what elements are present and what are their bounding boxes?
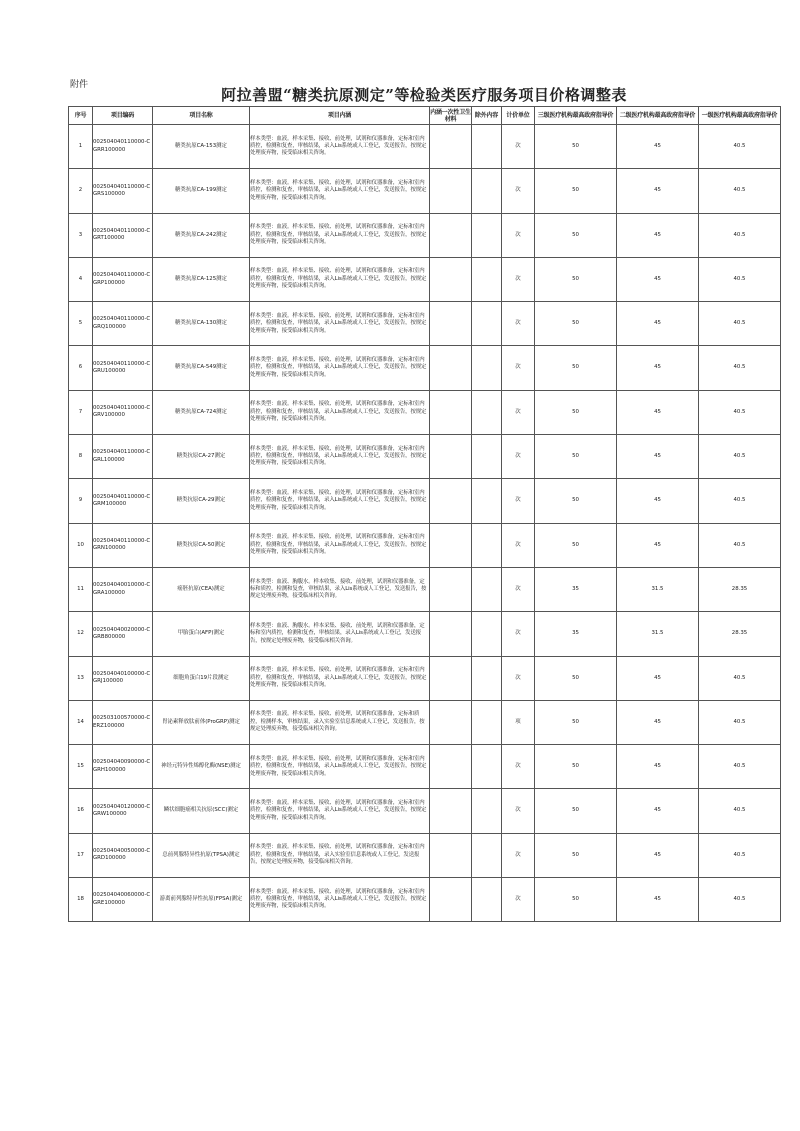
row-exclusion	[472, 169, 502, 213]
row-unit: 次	[502, 567, 535, 611]
row-name: 糖类抗原CA-549测定	[153, 346, 250, 390]
row-code: 002504040110000-CGRL100000	[93, 435, 153, 479]
row-seq: 1	[69, 125, 93, 169]
row-grade3-price: 50	[535, 745, 617, 789]
header-grade3-price: 三级医疗机构最高政府指导价	[535, 107, 617, 125]
row-exclusion	[472, 612, 502, 656]
row-seq: 12	[69, 612, 93, 656]
row-grade2-price: 45	[617, 700, 699, 744]
row-material	[430, 302, 472, 346]
row-unit: 次	[502, 435, 535, 479]
row-seq: 16	[69, 789, 93, 833]
row-exclusion	[472, 745, 502, 789]
row-grade2-price: 45	[617, 390, 699, 434]
row-name: 癌胚抗原(CEA)测定	[153, 567, 250, 611]
row-content: 样本类型：血液。样本采集、接收、前处理，试剂和仪器准备，定标和室内质控，检测和复查，审核结果，录入Lis系统或人工登记，发送报告，按规定处理废弃物，接受临床相关咨询。	[250, 346, 430, 390]
row-grade3-price: 35	[535, 612, 617, 656]
row-unit: 次	[502, 789, 535, 833]
row-code: 002504040050000-CGRD100000	[93, 833, 153, 877]
row-grade3-price: 50	[535, 479, 617, 523]
row-grade3-price: 50	[535, 125, 617, 169]
row-grade1-price: 28.35	[699, 567, 781, 611]
row-grade3-price: 50	[535, 435, 617, 479]
row-unit: 次	[502, 523, 535, 567]
row-code: 002504040100000-CGRJ100000	[93, 656, 153, 700]
table-row	[69, 390, 781, 434]
row-seq: 11	[69, 567, 93, 611]
row-unit: 次	[502, 612, 535, 656]
row-content: 样本类型：血液。样本采集、接收、前处理，试剂和仪器准备，定标和室内质控，检测和复查，审核结果，录入Lis系统或人工登记，发送报告，按规定处理废弃物，接受临床相关咨询。	[250, 213, 430, 257]
header-grade1-price: 一级医疗机构最高政府指导价	[699, 107, 781, 125]
row-exclusion	[472, 523, 502, 567]
row-name: 糖类抗原CA-27测定	[153, 435, 250, 479]
header-seq: 序号	[69, 107, 93, 125]
row-grade3-price: 50	[535, 302, 617, 346]
row-grade2-price: 45	[617, 656, 699, 700]
row-exclusion	[472, 257, 502, 301]
row-exclusion	[472, 700, 502, 744]
row-grade2-price: 45	[617, 125, 699, 169]
row-name: 鳞状细胞癌相关抗原(SCC)测定	[153, 789, 250, 833]
row-content: 样本类型：血液、胸腹水。样本采集、接收、前处理，试剂和仪器准备，定标和室内质控，检测和复查，审核结果，录入Lis系统或人工登记，发送报告，按规定处理废弃物，接受临床相关咨询。	[250, 612, 430, 656]
row-code: 002504040020000-CGRB800000	[93, 612, 153, 656]
row-name: 糖类抗原CA-50测定	[153, 523, 250, 567]
row-grade1-price: 40.5	[699, 213, 781, 257]
row-grade1-price: 40.5	[699, 257, 781, 301]
row-seq: 17	[69, 833, 93, 877]
table-row	[69, 435, 781, 479]
row-material	[430, 523, 472, 567]
row-exclusion	[472, 302, 502, 346]
row-grade1-price: 40.5	[699, 789, 781, 833]
row-content: 样本类型：血液。样本采集、接收、前处理，试剂和仪器准备，定标和室内质控，检测和复查，审核结果，录入Lis系统或人工登记，发送报告，按规定处理废弃物，接受临床相关咨询。	[250, 435, 430, 479]
row-material	[430, 567, 472, 611]
row-material	[430, 213, 472, 257]
row-code: 002504040110000-CGRV100000	[93, 390, 153, 434]
row-code: 002504040110000-CGRP100000	[93, 257, 153, 301]
row-name: 糖类抗原CA-242测定	[153, 213, 250, 257]
header-code: 项目编码	[93, 107, 153, 125]
row-code: 002503100570000-CERZ100000	[93, 700, 153, 744]
row-name: 神经元特异性烯醇化酶(NSE)测定	[153, 745, 250, 789]
row-code: 002504040110000-CGRQ100000	[93, 302, 153, 346]
row-unit: 次	[502, 390, 535, 434]
row-unit: 次	[502, 213, 535, 257]
row-material	[430, 390, 472, 434]
attachment-label: 附件	[70, 80, 89, 90]
row-content: 样本类型：血液。样本采集、接收、前处理，试剂和仪器准备，定标和室内质控，检测和复查，审核结果，录入Lis系统或人工登记，发送报告，按规定处理废弃物，接受临床相关咨询。	[250, 125, 430, 169]
row-code: 002504040010000-CGRA100000	[93, 567, 153, 611]
table-row	[69, 302, 781, 346]
row-content: 样本类型：血液。样本采集、接收、前处理，试剂和仪器准备，定标和质控，检测样本，审核结果，录入实验室信息系统或人工登记，发送报告，按规定处理废弃物，接受临床相关咨询。	[250, 700, 430, 744]
row-material	[430, 125, 472, 169]
table-row	[69, 125, 781, 169]
row-grade1-price: 40.5	[699, 523, 781, 567]
row-unit: 次	[502, 257, 535, 301]
row-unit: 次	[502, 745, 535, 789]
row-grade1-price: 40.5	[699, 169, 781, 213]
row-seq: 15	[69, 745, 93, 789]
row-material	[430, 833, 472, 877]
row-exclusion	[472, 346, 502, 390]
row-grade2-price: 31.5	[617, 612, 699, 656]
row-material	[430, 257, 472, 301]
row-grade2-price: 45	[617, 789, 699, 833]
table-row	[69, 656, 781, 700]
row-material	[430, 435, 472, 479]
row-seq: 4	[69, 257, 93, 301]
table-row	[69, 878, 781, 922]
row-exclusion	[472, 789, 502, 833]
row-name: 糖类抗原CA-125测定	[153, 257, 250, 301]
table-row	[69, 213, 781, 257]
row-seq: 6	[69, 346, 93, 390]
header-exclusion: 除外内容	[472, 107, 502, 125]
row-content: 样本类型：血液。样本采集、接收、前处理，试剂和仪器准备，定标和室内质控，检测和复查，审核结果，录入Lis系统或人工登记，发送报告，按规定处理废弃物，接受临床相关咨询。	[250, 523, 430, 567]
row-content: 样本类型：血液、胸腹水。样本收集、接收、前处理，试剂和仪器准备，定标和质控，检测和复查，审核结果，录入Lis系统或人工登记，发送报告，按规定处理废弃物，接受临床相关咨询。	[250, 567, 430, 611]
row-name: 细胞角蛋白19片段测定	[153, 656, 250, 700]
table-header-row	[69, 107, 781, 125]
table-row	[69, 523, 781, 567]
row-content: 样本类型：血液。样本采集、接收、前处理，试剂和仪器准备，定标和室内质控，检测和复查，审核结果，录入Lis系统或人工登记，发送报告，按规定处理废弃物，接受临床相关咨询。	[250, 169, 430, 213]
row-grade1-price: 40.5	[699, 656, 781, 700]
row-content: 样本类型：血液。样本采集、接收、前处理，试剂和仪器准备，定标和室内质控，检测和复查，审核结果，录入Lis系统或人工登记，发送报告，按规定处理废弃物，接受临床相关咨询。	[250, 656, 430, 700]
row-material	[430, 612, 472, 656]
row-name: 甲胎蛋白(AFP)测定	[153, 612, 250, 656]
row-name: 糖类抗原CA-130测定	[153, 302, 250, 346]
table-row	[69, 567, 781, 611]
row-grade2-price: 45	[617, 523, 699, 567]
row-grade1-price: 40.5	[699, 390, 781, 434]
row-grade3-price: 35	[535, 567, 617, 611]
row-grade3-price: 50	[535, 257, 617, 301]
table-row	[69, 169, 781, 213]
row-name: 胃泌素释放肽前体(ProGRP)测定	[153, 700, 250, 744]
row-unit: 次	[502, 656, 535, 700]
header-name: 项目名称	[153, 107, 250, 125]
row-grade3-price: 50	[535, 523, 617, 567]
table-row	[69, 745, 781, 789]
table-row	[69, 612, 781, 656]
row-seq: 9	[69, 479, 93, 523]
row-exclusion	[472, 479, 502, 523]
table-row	[69, 789, 781, 833]
row-unit: 次	[502, 479, 535, 523]
header-unit: 计价单位	[502, 107, 535, 125]
row-grade2-price: 45	[617, 435, 699, 479]
row-unit: 次	[502, 833, 535, 877]
page-title: 阿拉善盟“糖类抗原测定”等检验类医疗服务项目价格调整表	[221, 86, 627, 104]
row-grade2-price: 45	[617, 479, 699, 523]
row-grade3-price: 50	[535, 390, 617, 434]
row-grade3-price: 50	[535, 169, 617, 213]
row-seq: 8	[69, 435, 93, 479]
row-unit: 项	[502, 700, 535, 744]
row-material	[430, 878, 472, 922]
row-seq: 2	[69, 169, 93, 213]
row-unit: 次	[502, 302, 535, 346]
table-row	[69, 346, 781, 390]
row-grade1-price: 28.35	[699, 612, 781, 656]
row-grade2-price: 45	[617, 257, 699, 301]
row-grade1-price: 40.5	[699, 435, 781, 479]
row-grade3-price: 50	[535, 656, 617, 700]
row-name: 糖类抗原CA-29测定	[153, 479, 250, 523]
row-grade2-price: 45	[617, 745, 699, 789]
row-code: 002504040110000-CGRM100000	[93, 479, 153, 523]
row-material	[430, 169, 472, 213]
row-exclusion	[472, 567, 502, 611]
row-name: 糖类抗原CA-153测定	[153, 125, 250, 169]
row-content: 样本类型：血液。样本采集、接收、前处理，试剂和仪器准备，定标和室内质控，检测和复查，审核结果，录入Lis系统或人工登记，发送报告，按规定处理废弃物，接受临床相关咨询。	[250, 878, 430, 922]
row-material	[430, 789, 472, 833]
row-name: 总前列腺特异性抗原(TPSA)测定	[153, 833, 250, 877]
row-grade1-price: 40.5	[699, 745, 781, 789]
row-grade3-price: 50	[535, 700, 617, 744]
row-grade2-price: 45	[617, 169, 699, 213]
row-grade3-price: 50	[535, 878, 617, 922]
row-content: 样本类型：血液。样本采集、接收、前处理，试剂和仪器准备，定标和室内质控，检测和复查，审核结果，录入Lis系统或人工登记，发送报告，按规定处理废弃物，接受临床相关咨询。	[250, 302, 430, 346]
row-unit: 次	[502, 169, 535, 213]
row-exclusion	[472, 125, 502, 169]
row-code: 002504040110000-CGRR100000	[93, 125, 153, 169]
row-exclusion	[472, 878, 502, 922]
row-unit: 次	[502, 346, 535, 390]
row-exclusion	[472, 656, 502, 700]
row-exclusion	[472, 435, 502, 479]
row-material	[430, 656, 472, 700]
row-code: 002504040110000-CGRS100000	[93, 169, 153, 213]
row-seq: 3	[69, 213, 93, 257]
row-exclusion	[472, 213, 502, 257]
row-grade3-price: 50	[535, 789, 617, 833]
header-content: 项目内涵	[250, 107, 430, 125]
table-body	[69, 125, 781, 922]
row-material	[430, 479, 472, 523]
header-grade2-price: 二级医疗机构最高政府指导价	[617, 107, 699, 125]
row-name: 糖类抗原CA-724测定	[153, 390, 250, 434]
row-grade2-price: 45	[617, 878, 699, 922]
row-code: 002504040120000-CGRW100000	[93, 789, 153, 833]
row-content: 样本类型：血液。样本采集、接收、前处理，试剂和仪器准备，定标和室内质控，检测和复查，审核结果，录入Lis系统或人工登记，发送报告，按规定处理废弃物，接受临床相关咨询。	[250, 390, 430, 434]
header-material: 内涵一次性卫生材料	[430, 108, 471, 123]
row-code: 002504040110000-CGRT100000	[93, 213, 153, 257]
row-unit: 次	[502, 125, 535, 169]
row-unit: 次	[502, 878, 535, 922]
row-seq: 7	[69, 390, 93, 434]
row-grade1-price: 40.5	[699, 302, 781, 346]
row-exclusion	[472, 390, 502, 434]
row-material	[430, 346, 472, 390]
row-grade2-price: 45	[617, 833, 699, 877]
row-content: 样本类型：血液。样本采集、接收、前处理，试剂和仪器准备，定标和室内质控，检测和复查，审核结果，录入Lis系统或人工登记，发送报告，按规定处理废弃物，接受临床相关咨询。	[250, 745, 430, 789]
row-grade2-price: 45	[617, 346, 699, 390]
row-grade1-price: 40.5	[699, 346, 781, 390]
price-table	[68, 106, 781, 922]
row-grade2-price: 31.5	[617, 567, 699, 611]
row-seq: 5	[69, 302, 93, 346]
row-seq: 14	[69, 700, 93, 744]
row-code: 002504040110000-CGRN100000	[93, 523, 153, 567]
row-name: 游离前列腺特异性抗原(FPSA)测定	[153, 878, 250, 922]
row-content: 样本类型：血液。样本采集、接收、前处理，试剂和仪器准备，定标和室内质控，检测和复查，审核结果，录入Lis系统或人工登记，发送报告，按规定处理废弃物，接受临床相关咨询。	[250, 479, 430, 523]
table-row	[69, 257, 781, 301]
row-content: 样本类型：血液。样本采集、接收、前处理，试剂和仪器准备，定标和室内质控，检测和复查，审核结果，录入Lis系统或人工登记，发送报告，按规定处理废弃物，接受临床相关咨询。	[250, 257, 430, 301]
row-grade3-price: 50	[535, 213, 617, 257]
row-seq: 18	[69, 878, 93, 922]
row-grade1-price: 40.5	[699, 878, 781, 922]
table-row	[69, 833, 781, 877]
row-grade2-price: 45	[617, 213, 699, 257]
row-grade1-price: 40.5	[699, 125, 781, 169]
row-content: 样本类型：血液。样本采集、接收、前处理，试剂和仪器准备，定标和室内质控，检测和复查，审核结果，录入实验室信息系统或人工登记，发送报告，按规定处理废弃物，接受临床相关咨询。	[250, 833, 430, 877]
row-grade1-price: 40.5	[699, 479, 781, 523]
row-code: 002504040090000-CGRH100000	[93, 745, 153, 789]
row-seq: 13	[69, 656, 93, 700]
row-grade1-price: 40.5	[699, 700, 781, 744]
row-content: 样本类型：血液。样本采集、接收、前处理，试剂和仪器准备，定标和室内质控，检测和复查，审核结果，录入Lis系统或人工登记，发送报告，按规定处理废弃物，接受临床相关咨询。	[250, 789, 430, 833]
row-material	[430, 700, 472, 744]
row-grade3-price: 50	[535, 833, 617, 877]
row-grade3-price: 50	[535, 346, 617, 390]
row-seq: 10	[69, 523, 93, 567]
row-grade1-price: 40.5	[699, 833, 781, 877]
table-row	[69, 700, 781, 744]
row-material	[430, 745, 472, 789]
row-code: 002504040060000-CGRE100000	[93, 878, 153, 922]
row-exclusion	[472, 833, 502, 877]
row-grade2-price: 45	[617, 302, 699, 346]
row-code: 002504040110000-CGRU100000	[93, 346, 153, 390]
row-name: 糖类抗原CA-199测定	[153, 169, 250, 213]
table-row	[69, 479, 781, 523]
